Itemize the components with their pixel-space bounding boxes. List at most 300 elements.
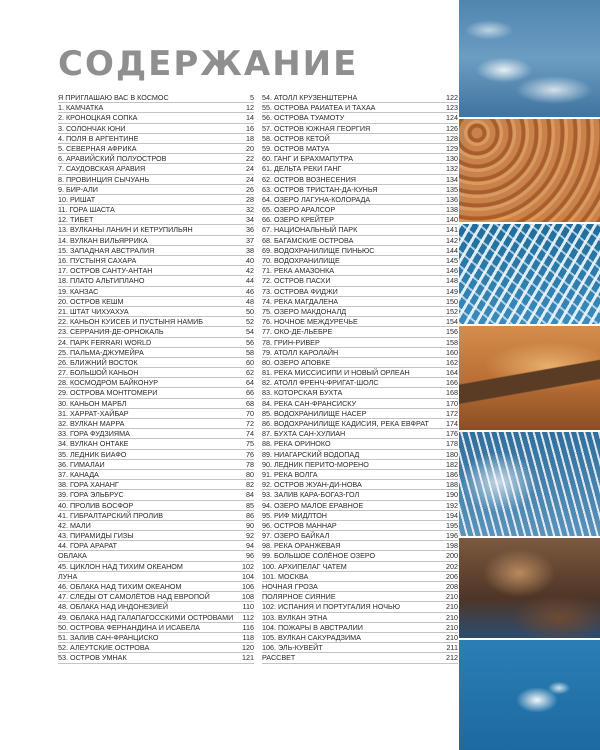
toc-entry-page: 116 <box>242 622 254 632</box>
toc-entry-page: 34 <box>246 215 254 225</box>
toc-entry-title: 63. ОСТРОВ ТРИСТАН-ДА-КУНЬЯ <box>262 184 378 194</box>
toc-entry <box>58 582 254 592</box>
toc-entry-page: 202 <box>446 561 458 571</box>
toc-entry <box>262 388 458 398</box>
toc-entry-title: 11. ГОРА ШАСТА <box>58 205 115 215</box>
toc-entry <box>58 419 254 429</box>
toc-entry <box>58 327 254 337</box>
toc-entry <box>262 501 458 511</box>
toc-entry <box>262 602 458 612</box>
toc-entry <box>262 348 458 358</box>
toc-entry-title: 94. ОЗЕРО МАЛОЕ ЕРАВНОЕ <box>262 500 364 510</box>
toc-entry-title: 4. ПОЛЯ В АРГЕНТИНЕ <box>58 133 139 143</box>
toc-entry-title: 61. ДЕЛЬТА РЕКИ ГАНГ <box>262 164 342 174</box>
toc-entry-title: 70. ВОДОХРАНИЛИЩЕ <box>262 256 340 265</box>
toc-entry-page: 74 <box>246 429 254 439</box>
toc-entry <box>262 490 458 500</box>
toc-entry-page: 145 <box>446 256 458 265</box>
toc-entry-page: 121 <box>242 653 254 663</box>
toc-entry-page: 140 <box>446 215 458 225</box>
toc-entry-page: 94 <box>246 541 254 551</box>
toc-entry-page: 160 <box>446 347 458 357</box>
toc-entry <box>58 531 254 541</box>
toc-entry-page: 144 <box>446 245 458 255</box>
toc-entry <box>262 623 458 633</box>
toc-entry <box>58 144 254 154</box>
toc-entry-page: 14 <box>246 113 254 123</box>
toc-entry-page: 92 <box>246 531 254 541</box>
toc-entry-page: 68 <box>246 398 254 408</box>
toc-entry <box>58 460 254 470</box>
toc-entry <box>58 215 254 225</box>
toc-entry <box>58 103 254 113</box>
toc-entry-page: 72 <box>246 419 254 428</box>
toc-entry-page: 52 <box>246 317 254 327</box>
toc-entry <box>58 225 254 235</box>
toc-entry-page: 208 <box>446 582 458 591</box>
toc-entry-title: 84. РЕКА САН-ФРАНСИСКУ <box>262 398 357 408</box>
toc-entry-page: 180 <box>446 449 458 459</box>
toc-entry-title: 93. ЗАЛИВ КАРА-БОГАЗ-ГОЛ <box>262 490 360 500</box>
toc-entry-page: 82 <box>246 480 254 490</box>
toc-entry-title: 96. ОСТРОВ МАННАР <box>262 520 337 530</box>
toc-entry <box>58 450 254 460</box>
toc-entry-title: 73. ОСТРОВА ФИДЖИ <box>262 286 338 296</box>
toc-entry-page: 210 <box>446 632 458 642</box>
toc-entry <box>262 531 458 541</box>
toc-entry-page: 102 <box>242 561 254 571</box>
toc-entry-title: 19. КАНЗАС <box>58 286 99 296</box>
toc-entry <box>262 358 458 368</box>
toc-entry-title: 79. АТОЛЛ КАРОЛАЙН <box>262 347 339 357</box>
toc-entry-title: 39. ГОРА ЭЛЬБРУС <box>58 490 124 500</box>
toc-entry-title: 36. ГИМАЛАИ <box>58 459 105 469</box>
toc-entry-page: 210 <box>446 622 458 632</box>
toc-left-column <box>58 93 254 664</box>
toc-entry-page: 120 <box>242 643 254 653</box>
toc-entry <box>262 215 458 225</box>
toc-entry <box>58 338 254 348</box>
toc-entry-page: 150 <box>446 296 458 306</box>
toc-entry-title: 20. ОСТРОВ КЕШМ <box>58 296 124 306</box>
toc-entry-page: 58 <box>246 347 254 357</box>
toc-entry-title: 52. АЛЕУТСКИЕ ОСТРОВА <box>58 643 150 653</box>
toc-entry-title: 9. БИР-АЛИ <box>58 184 98 194</box>
photo-island <box>459 640 600 750</box>
toc-entry <box>262 368 458 378</box>
toc-entry-title: 89. НИАГАРСКИЙ ВОДОПАД <box>262 449 360 459</box>
toc-entry-page: 129 <box>446 143 458 153</box>
toc-entry-page: 106 <box>242 582 254 591</box>
toc-entry-title: 51. ЗАЛИВ САН-ФРАНЦИСКО <box>58 632 159 642</box>
toc-entry <box>58 541 254 551</box>
toc-entry-title: 22. КАНЬОН КУИСЕБ И ПУСТЫНЯ НАМИБ <box>58 317 204 327</box>
toc-entry <box>58 154 254 164</box>
toc-entry-page: 170 <box>446 398 458 408</box>
toc-entry-page: 64 <box>246 378 254 388</box>
toc-entry-page: 138 <box>446 205 458 215</box>
toc-entry-title: 64. ОЗЕРО ЛАГУНА-КОЛОРАДА <box>262 194 371 204</box>
toc-entry-page: 192 <box>446 500 458 510</box>
toc-entry-page: 78 <box>246 459 254 469</box>
toc-entry-page: 210 <box>446 602 458 612</box>
toc-entry-page: 40 <box>246 256 254 265</box>
toc-entry-page: 50 <box>246 306 254 316</box>
toc-entry-title: 54. АТОЛЛ КРУЗЕНШТЕРНА <box>262 93 358 102</box>
toc-entry-title: 7. САУДОВСКАЯ АРАВИЯ <box>58 164 146 174</box>
toc-entry-title: 1. КАМЧАТКА <box>58 103 104 113</box>
toc-entry-page: 141 <box>446 225 458 235</box>
toc-entry <box>262 317 458 327</box>
toc-entry-title: 18. ПЛАТО АЛЬТИПЛАНО <box>58 276 145 286</box>
toc-entry-title: 98. РЕКА ОРАНЖЕВАЯ <box>262 541 341 551</box>
toc-entry-title: 6. АРАВИЙСКИЙ ПОЛУОСТРОВ <box>58 154 167 164</box>
toc-entry-title: 48. ОБЛАКА НАД ИНДОНЕЗИЕЙ <box>58 602 168 612</box>
page-title: СОДЕРЖАНИЕ <box>58 44 359 84</box>
toc-entry-page: 62 <box>246 368 254 378</box>
toc-entry-page: 190 <box>446 490 458 500</box>
toc-entry-page: 22 <box>246 154 254 164</box>
toc-entry-page: 188 <box>446 480 458 490</box>
toc-entry <box>262 175 458 185</box>
toc-entry-page: 200 <box>446 551 458 561</box>
toc-entry <box>58 653 254 663</box>
toc-entry-page: 12 <box>246 103 254 113</box>
toc-entry-title: ЛУНА <box>58 571 78 581</box>
toc-entry-title: 68. БАГАМСКИЕ ОСТРОВА <box>262 235 354 245</box>
toc-entry <box>58 113 254 123</box>
toc-entry-page: 128 <box>446 133 458 143</box>
toc-entry-page: 124 <box>446 113 458 123</box>
toc-entry <box>58 378 254 388</box>
toc-entry-page: 75 <box>246 439 254 449</box>
toc-entry <box>58 490 254 500</box>
toc-entry-page: 158 <box>446 337 458 347</box>
toc-entry <box>262 276 458 286</box>
toc-entry <box>58 429 254 439</box>
toc-entry-title: РАССВЕТ <box>262 653 296 663</box>
toc-entry <box>58 205 254 215</box>
toc-entry-title: 87. БУХТА САН-ХУЛИАН <box>262 429 346 439</box>
toc-entry-title: 28. КОСМОДРОМ БАЙКОНУР <box>58 378 159 388</box>
photo-clouds <box>459 0 600 117</box>
toc-entry <box>58 307 254 317</box>
toc-entry-title: 12. ТИБЕТ <box>58 215 94 225</box>
toc-entry <box>262 307 458 317</box>
toc-entry <box>262 225 458 235</box>
toc-entry-page: 166 <box>446 378 458 388</box>
toc-entry <box>58 287 254 297</box>
toc-entry-title: 57. ОСТРОВ ЮЖНАЯ ГЕОРГИЯ <box>262 123 371 133</box>
toc-entry <box>262 399 458 409</box>
toc-entry-page: 164 <box>446 368 458 378</box>
toc-entry-title: 32. ВУЛКАН МАРРА <box>58 419 125 428</box>
toc-entry-title: 16. ПУСТЫНЯ САХАРА <box>58 256 137 265</box>
toc-entry-page: 146 <box>446 266 458 276</box>
toc-entry-title: 58. ОСТРОВ КЕТОЙ <box>262 133 330 143</box>
toc-entry-page: 211 <box>446 643 458 653</box>
toc-entry-page: 152 <box>446 306 458 316</box>
toc-entry-title: 38. ГОРА ХАНАНГ <box>58 480 119 490</box>
toc-entry <box>58 236 254 246</box>
toc-entry-page: 212 <box>446 653 458 663</box>
toc-entry-title: 71. РЕКА АМАЗОНКА <box>262 266 335 276</box>
toc-entry-page: 195 <box>446 520 458 530</box>
toc-entry-title: 86. ВОДОХРАНИЛИЩЕ КАДИСИЯ, РЕКА ЕВФРАТ <box>262 419 429 428</box>
toc-entry-page: 36 <box>246 225 254 235</box>
toc-entry-title: 90. ЛЕДНИК ПЕРИТО-МОРЕНО <box>262 459 369 469</box>
toc-entry-title: 88. РЕКА ОРИНОКО <box>262 439 331 449</box>
toc-entry-page: 196 <box>446 531 458 541</box>
toc-entry-page: 172 <box>446 408 458 418</box>
toc-entry-title: 43. ПИРАМИДЫ ГИЗЫ <box>58 531 134 541</box>
toc-entry-title: 14. ВУЛКАН ВИЛЬЯРРИКА <box>58 235 148 245</box>
toc-entry-page: 80 <box>246 469 254 479</box>
toc-entry-page: 123 <box>446 103 458 113</box>
toc-entry-title: 42. МАЛИ <box>58 520 91 530</box>
toc-entry-title: 103. ВУЛКАН ЭТНА <box>262 612 328 622</box>
toc-entry <box>58 164 254 174</box>
toc-entry-title: ОБЛАКА <box>58 551 87 561</box>
toc-entry-title: 15. ЗАПАДНАЯ АВСТРАЛИЯ <box>58 245 155 255</box>
toc-entry-title: 76. НОЧНОЕ МЕЖДУРЕЧЬЕ <box>262 317 358 327</box>
toc-entry-page: 178 <box>446 439 458 449</box>
toc-entry <box>262 124 458 134</box>
toc-entry <box>58 643 254 653</box>
toc-entry <box>58 480 254 490</box>
toc-entry-page: 156 <box>446 327 458 337</box>
toc-entry-page: 135 <box>446 184 458 194</box>
toc-entry-page: 26 <box>246 184 254 194</box>
toc-entry <box>262 113 458 123</box>
toc-entry-title: 99. БОЛЬШОЕ СОЛЁНОЕ ОЗЕРО <box>262 551 376 561</box>
toc-entry-title: 77. ОКО-ДЕ-ЛЬЕБРЕ <box>262 327 333 337</box>
toc-entry <box>58 348 254 358</box>
toc-entry-title: 74. РЕКА МАГДАЛЕНА <box>262 296 339 306</box>
toc-entry-title: 95. РИФ МИДЛТОН <box>262 510 327 520</box>
toc-entry-title: 27. БОЛЬШОЙ КАНЬОН <box>58 368 139 378</box>
toc-entry <box>262 266 458 276</box>
toc-entry-page: 84 <box>246 490 254 500</box>
toc-entry-title: 92. ОСТРОВ ЖУАН-ДИ-НОВА <box>262 480 362 490</box>
toc-entry-title: 69. ВОДОХРАНИЛИЩЕ ПИНЬЮС <box>262 245 375 255</box>
toc-entry-page: 182 <box>446 459 458 469</box>
toc-entry-title: 102. ИСПАНИЯ И ПОРТУГАЛИЯ НОЧЬЮ <box>262 602 401 612</box>
toc-entry-title: 85. ВОДОХРАНИЛИЩЕ НАСЕР <box>262 408 367 418</box>
toc-entry <box>58 246 254 256</box>
toc-entry <box>262 246 458 256</box>
toc-entry <box>58 470 254 480</box>
toc-entry <box>58 185 254 195</box>
toc-entry-title: 2. КРОНОЦКАЯ СОПКА <box>58 113 138 123</box>
toc-entry-page: 142 <box>446 235 458 245</box>
toc-entry-title: 78. ГРИН-РИВЕР <box>262 337 320 347</box>
photo-river-delta <box>459 538 600 638</box>
toc-entry <box>262 562 458 572</box>
toc-entry <box>58 93 254 103</box>
toc-entry <box>262 551 458 561</box>
toc-entry <box>262 409 458 419</box>
toc-entry <box>262 134 458 144</box>
toc-entry-page: 148 <box>446 276 458 286</box>
toc-entry-title: 41. ГИБРАЛТАРСКИЙ ПРОЛИВ <box>58 510 164 520</box>
toc-entry <box>262 338 458 348</box>
toc-entry-page: 56 <box>246 337 254 347</box>
toc-entry-page: 122 <box>446 93 458 102</box>
toc-entry <box>58 439 254 449</box>
toc-entry-page: 104 <box>242 571 254 581</box>
toc-entry <box>58 521 254 531</box>
toc-entry-title: 66. ОЗЕРО КРЕЙТЕР <box>262 215 334 225</box>
toc-entry-page: 48 <box>246 296 254 306</box>
toc-entry <box>58 511 254 521</box>
toc-entry-page: 162 <box>446 357 458 367</box>
toc-entry <box>262 613 458 623</box>
toc-entry <box>262 327 458 337</box>
toc-entry-page: 42 <box>246 266 254 276</box>
toc-entry-title: 46. ОБЛАКА НАД ТИХИМ ОКЕАНОМ <box>58 582 182 591</box>
toc-entry-title: 49. ОБЛАКА НАД ГАЛАПАГОССКИМИ ОСТРОВАМИ <box>58 612 234 622</box>
toc-entry-page: 46 <box>246 286 254 296</box>
toc-entry-title: 105. ВУЛКАН САКУРАДЗИМА <box>262 632 361 642</box>
toc-entry <box>262 144 458 154</box>
toc-entry-page: 176 <box>446 429 458 439</box>
toc-entry <box>58 399 254 409</box>
toc-entry-title: ПОЛЯРНОЕ СИЯНИЕ <box>262 592 336 602</box>
toc-entry <box>262 256 458 266</box>
toc-entry-title: 13. ВУЛКАНЫ ЛАНИН И КЕТРУПИЛЬЯН <box>58 225 193 235</box>
toc-entry-title: 62. ОСТРОВ ВОЗНЕСЕНИЯ <box>262 174 356 184</box>
toc-entry <box>58 623 254 633</box>
toc-entry <box>262 195 458 205</box>
toc-entry <box>262 429 458 439</box>
toc-entry-title: 83. КОТОРСКАЯ БУХТА <box>262 388 343 398</box>
toc-entry-title: Я ПРИГЛАШАЮ ВАС В КОСМОС <box>58 93 169 102</box>
toc-entry-page: 60 <box>246 357 254 367</box>
toc-entry-title: 75. ОЗЕРО МАКДОНАЛД <box>262 306 347 316</box>
toc-entry-title: НОЧНАЯ ГРОЗА <box>262 582 318 591</box>
toc-entry <box>262 103 458 113</box>
toc-entry-page: 54 <box>246 327 254 337</box>
toc-entry <box>58 134 254 144</box>
toc-entry-page: 86 <box>246 510 254 520</box>
toc-entry-title: 91. РЕКА ВОЛГА <box>262 469 318 479</box>
toc-entry-title: 56. ОСТРОВА ТУАМОТУ <box>262 113 345 123</box>
toc-entry-title: 26. БЛИЖНИЙ ВОСТОК <box>58 357 138 367</box>
toc-entry-page: 118 <box>242 632 254 642</box>
toc-entry-page: 154 <box>446 317 458 327</box>
toc-entry <box>58 613 254 623</box>
toc-entry-title: 17. ОСТРОВ САНТУ-АНТАН <box>58 266 153 276</box>
toc-entry-title: 24. ПАРК FERRARI WORLD <box>58 337 152 347</box>
toc-entry-page: 136 <box>446 194 458 204</box>
toc-entry-page: 70 <box>246 408 254 418</box>
toc-entry-page: 85 <box>246 500 254 510</box>
toc-entry-title: 67. НАЦИОНАЛЬНЫЙ ПАРК <box>262 225 358 235</box>
toc-entry <box>58 592 254 602</box>
toc-entry <box>58 256 254 266</box>
toc-entry <box>262 653 458 663</box>
toc-entry <box>58 124 254 134</box>
toc-entry-page: 38 <box>246 245 254 255</box>
toc-entry-page: 132 <box>446 164 458 174</box>
toc-entry-page: 32 <box>246 205 254 215</box>
toc-entry <box>262 205 458 215</box>
toc-entry <box>262 541 458 551</box>
toc-entry <box>262 154 458 164</box>
toc-entry <box>58 266 254 276</box>
toc-entry-title: 10. РИШАТ <box>58 194 96 204</box>
toc-entry-title: 104. ПОЖАРЫ В АВСТРАЛИИ <box>262 622 363 632</box>
toc-entry-page: 168 <box>446 388 458 398</box>
toc-entry-title: 60. ГАНГ И БРАХМАПУТРА <box>262 154 353 164</box>
toc-entry-title: 30. КАНЬОН МАРБЛ <box>58 398 127 408</box>
toc-entry <box>262 419 458 429</box>
toc-entry-page: 18 <box>246 133 254 143</box>
toc-entry <box>58 602 254 612</box>
toc-entry-page: 112 <box>242 612 254 622</box>
toc-entry-title: 100. АРХИПЕЛАГ ЧАТЕМ <box>262 561 347 571</box>
toc-entry-page: 37 <box>246 235 254 245</box>
toc-entry <box>262 460 458 470</box>
toc-entry <box>262 643 458 653</box>
toc-entry <box>58 317 254 327</box>
toc-entry-title: 45. ЦИКЛОН НАД ТИХИМ ОКЕАНОМ <box>58 561 183 571</box>
toc-entry <box>58 297 254 307</box>
toc-entry-title: 81. РЕКА МИССИСИПИ И НОВЫЙ ОРЛЕАН <box>262 368 410 378</box>
toc-entry-title: 82. АТОЛЛ ФРЕНЧ-ФРИГАТ-ШОЛС <box>262 378 379 388</box>
toc-entry <box>262 287 458 297</box>
toc-entry <box>58 551 254 561</box>
toc-entry-title: 101. МОСКВА <box>262 571 309 581</box>
toc-right-column <box>262 93 458 664</box>
toc-entry-title: 40. ПРОЛИВ БОСФОР <box>58 500 134 510</box>
toc-entry-title: 25. ПАЛЬМА-ДЖУМЕЙРА <box>58 347 144 357</box>
toc-entry <box>58 358 254 368</box>
toc-entry-title: 29. ОСТРОВА МОНТГОМЕРИ <box>58 388 158 398</box>
toc-entry-title: 72. ОСТРОВ ПАСХИ <box>262 276 331 286</box>
toc-entry-page: 28 <box>246 194 254 204</box>
toc-entry-page: 174 <box>446 419 458 428</box>
toc-entry-page: 66 <box>246 388 254 398</box>
toc-entry <box>262 572 458 582</box>
toc-entry <box>262 236 458 246</box>
toc-entry-title: 50. ОСТРОВА ФЕРНАНДИНА И ИСАБЕЛА <box>58 622 200 632</box>
photo-frozen-coast <box>459 432 600 536</box>
toc-entry-title: 3. СОЛОНЧАК ЮНИ <box>58 123 126 133</box>
toc-entry-title: 80. ОЗЕРО АПОВКЕ <box>262 357 331 367</box>
toc-entry <box>262 521 458 531</box>
toc-entry-page: 76 <box>246 449 254 459</box>
toc-entry-page: 210 <box>446 612 458 622</box>
photo-terrain-orange <box>459 119 600 222</box>
toc-entry <box>58 388 254 398</box>
toc-entry <box>262 470 458 480</box>
toc-entry-title: 97. ОЗЕРО БАЙКАЛ <box>262 531 330 541</box>
toc-entry-page: 186 <box>446 469 458 479</box>
toc-entry <box>262 185 458 195</box>
toc-entry <box>262 378 458 388</box>
photo-desert <box>459 326 600 430</box>
toc-entry-title: 65. ОЗЕРО АРАЛСОР <box>262 205 336 215</box>
toc-entry-page: 16 <box>246 123 254 133</box>
toc-entry-title: 5. СЕВЕРНАЯ АФРИКА <box>58 143 137 153</box>
toc-entry-page: 108 <box>242 592 254 602</box>
toc-entry-title: 35. ЛЕДНИК БИАФО <box>58 449 127 459</box>
toc-entry-title: 23. СЕРРАНИЯ-ДЕ-ОРНОКАЛЬ <box>58 327 164 337</box>
toc-entry <box>262 164 458 174</box>
toc-entry-page: 24 <box>246 164 254 174</box>
